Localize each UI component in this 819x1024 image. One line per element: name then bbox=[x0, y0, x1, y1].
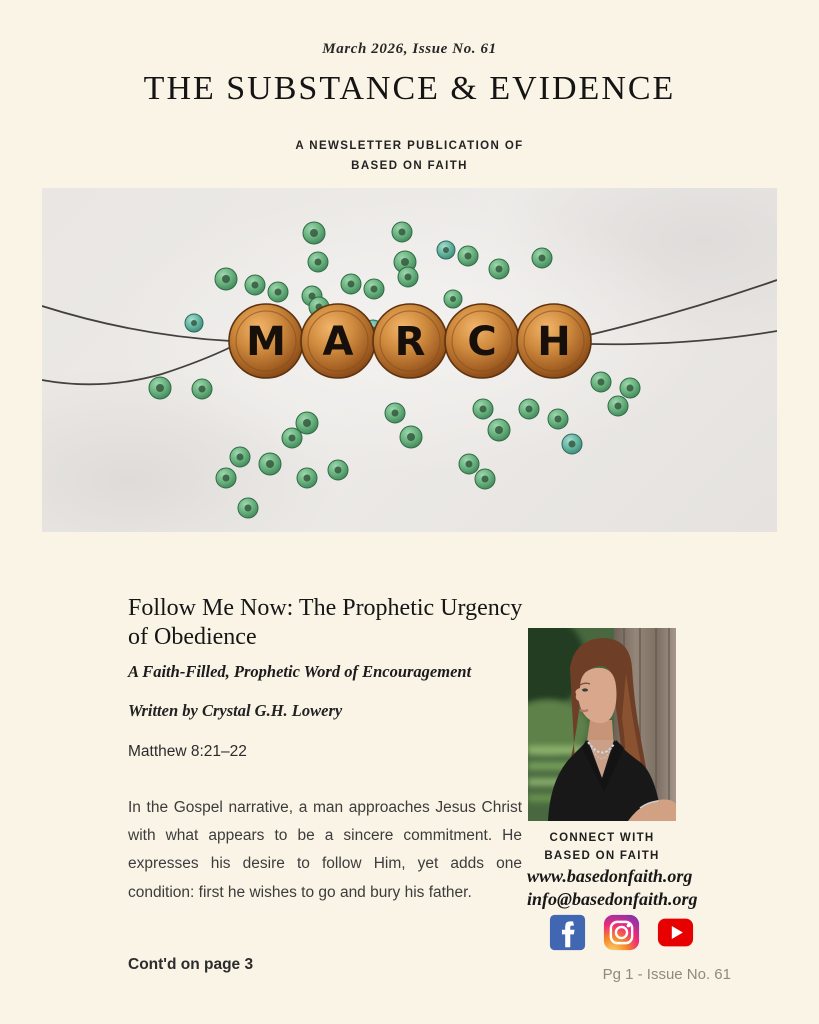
contact-links bbox=[527, 865, 707, 910]
publication-subtitle-line2: BASED ON FAITH bbox=[351, 160, 468, 173]
social-icons-row bbox=[549, 914, 694, 951]
letter-bead bbox=[445, 304, 519, 378]
letter-bead bbox=[517, 304, 591, 378]
article-body: In the Gospel narrative, a man approaches Jesus Christ with what appears to be a sincere commitment. He expresses his desire to follow Him, yet adds one condition: first he wishes to go and bury his father. bbox=[128, 799, 522, 901]
instagram-icon[interactable] bbox=[603, 914, 640, 951]
email-link[interactable]: info@basedonfaith.org bbox=[527, 888, 698, 909]
march-beads-illustration bbox=[42, 188, 777, 532]
continuation-note: Cont'd on page 3 bbox=[128, 956, 254, 973]
author-portrait-illustration bbox=[528, 628, 676, 821]
newsletter-title: THE SUBSTANCE & EVIDENCE bbox=[143, 70, 676, 107]
publication-subtitle-line1: A NEWSLETTER PUBLICATION OF bbox=[295, 140, 524, 152]
letter-bead bbox=[229, 304, 303, 378]
march-bead-letter: R bbox=[394, 319, 426, 365]
hero-image-march-beads bbox=[42, 188, 777, 532]
march-bead-letter: H bbox=[537, 319, 571, 365]
connect-block bbox=[514, 829, 690, 866]
connect-line1: CONNECT WITH bbox=[549, 832, 655, 844]
issue-date-line: March 2026, Issue No. 61 bbox=[322, 41, 497, 57]
author-portrait-photo bbox=[528, 628, 676, 821]
scripture-reference: Matthew 8:21–22 bbox=[128, 743, 247, 760]
march-bead-letter: C bbox=[467, 319, 497, 365]
march-bead-letter: A bbox=[322, 319, 354, 365]
facebook-icon[interactable] bbox=[549, 914, 586, 951]
letter-bead bbox=[373, 304, 447, 378]
youtube-icon[interactable] bbox=[657, 914, 694, 951]
page-number-label: Pg 1 - Issue No. 61 bbox=[602, 966, 731, 983]
article-byline: Written by Crystal G.H. Lowery bbox=[128, 701, 343, 720]
publication-subtitle bbox=[0, 136, 819, 176]
march-letter-beads bbox=[229, 304, 591, 378]
article-headline: Follow Me Now: The Prophetic Urgency of Obedience bbox=[128, 595, 523, 651]
article-subtitle: A Faith-Filled, Prophetic Word of Encouragement bbox=[128, 662, 472, 681]
connect-line2: BASED ON FAITH bbox=[544, 850, 660, 863]
letter-bead bbox=[301, 304, 375, 378]
march-bead-letter: M bbox=[246, 319, 286, 365]
website-link[interactable]: www.basedonfaith.org bbox=[527, 866, 693, 886]
